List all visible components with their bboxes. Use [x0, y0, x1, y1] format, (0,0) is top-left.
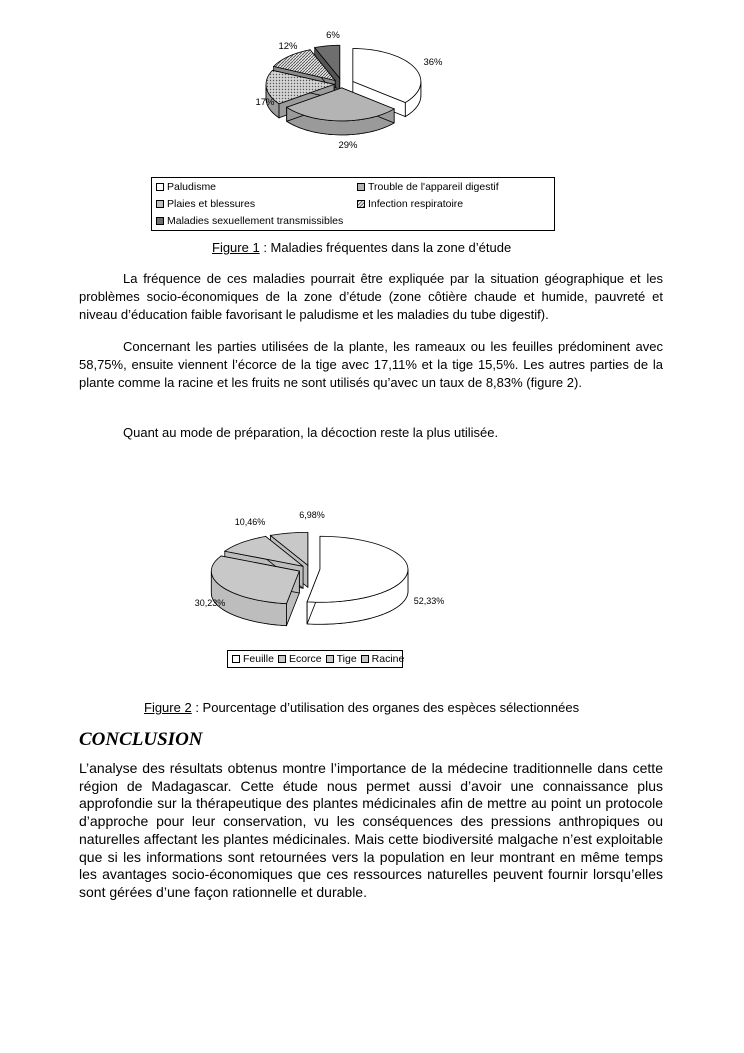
- figure1-caption-text: : Maladies fréquentes dans la zone d’étude: [259, 240, 512, 255]
- legend-label: Racine: [371, 653, 405, 665]
- legend-swatch: [232, 655, 240, 663]
- paragraph-3: Quant au mode de préparation, la décoction reste la plus utilisée.: [123, 425, 499, 440]
- figure2-caption-label: Figure 2: [144, 700, 192, 715]
- legend-swatch: [361, 655, 369, 663]
- data-label-2: 10,46%: [234, 517, 266, 527]
- data-label-0: 52,33%: [413, 596, 445, 606]
- paragraph-1: La fréquence de ces maladies pourrait être expliquée par la situation géographique et les problèmes socio-économiques de la zone d’étude (zone côtière chaude et humide, pauvreté et niveau d’éducation faible favorisant le paludisme et les maladies du tube digestif).: [79, 271, 663, 322]
- legend-item-mst: [156, 215, 343, 227]
- legend-swatch: [357, 183, 365, 191]
- legend-label: Infection respiratoire: [368, 198, 464, 210]
- legend-swatch: [156, 183, 164, 191]
- figure2-caption: [144, 700, 579, 715]
- legend-item-trouble-digestif: [357, 181, 499, 193]
- data-label-3: 6,98%: [299, 510, 325, 520]
- legend-item-paludisme: [156, 181, 216, 193]
- legend-label: Trouble de l'appareil digestif: [368, 181, 499, 193]
- data-label-0: 36%: [423, 57, 443, 68]
- figure1-legend: [151, 177, 555, 231]
- legend-swatch: [278, 655, 286, 663]
- legend-swatch: [156, 200, 164, 208]
- legend-item-plaies: [156, 198, 255, 210]
- conclusion-heading: CONCLUSION: [79, 729, 203, 750]
- legend-label: Feuille: [243, 653, 274, 665]
- figure1-caption-label: Figure 1: [212, 240, 260, 255]
- figure1-pie-chart: [230, 22, 490, 154]
- legend-swatch: [357, 200, 365, 208]
- paragraph-2: Concernant les parties utilisées de la plante, les rameaux ou les feuilles prédominent avec 58,75%, ensuite viennent l’écorce de la tige avec 17,11% et la tige 15,5%. Les autres parties de la plante comme la racine et les fruits ne sont utilisés qu’avec un taux de 8,83% (figure 2).: [79, 339, 663, 390]
- legend-item-infection-respiratoire: [357, 198, 463, 210]
- legend-label: Paludisme: [167, 181, 217, 193]
- legend-item-ecorce: [278, 653, 322, 665]
- figure1-caption: [212, 240, 511, 255]
- legend-swatch: [156, 217, 164, 225]
- legend-item-racine: [361, 653, 405, 665]
- data-label-1: 30,23%: [194, 598, 226, 608]
- legend-label: Maladies sexuellement transmissibles: [167, 215, 344, 227]
- pie-slice-0: [307, 536, 408, 624]
- data-label-3: 12%: [278, 41, 298, 52]
- figure2-pie-chart: [188, 505, 458, 640]
- figure2-legend: [227, 650, 403, 668]
- legend-swatch: [326, 655, 334, 663]
- conclusion-text: L’analyse des résultats obtenus montre l’importance de la médecine traditionnelle dans cette région de Madagascar. Cette étude nous permet aussi d’avoir une connaissance plus approfondie sur la thérapeutique des plantes médicinales afin de mettre au point un protocole d’approche pour leur conservation, vu les conséquences des pressions anthropiques ou naturelles affectant les plantes médicinales. Mais cette biodiversité malgache n’est exploitable que si les informations sont retournées vers la population en leur montrant en même temps les avantages socio-économiques que ces ressources naturelles peuvent fournir lorsqu’elles sont gérées d’une façon rationnelle et durable.: [79, 760, 663, 900]
- legend-label: Plaies et blessures: [167, 198, 256, 210]
- legend-label: Ecorce: [288, 653, 322, 665]
- figure2-caption-text: : Pourcentage d’utilisation des organes des espèces sélectionnées: [191, 700, 580, 715]
- data-label-1: 29%: [338, 140, 358, 151]
- legend-label: Tige: [336, 653, 357, 665]
- data-label-4: 6%: [326, 30, 340, 41]
- data-label-2: 17%: [255, 97, 275, 108]
- legend-item-feuille: [232, 653, 274, 665]
- legend-item-tige: [326, 653, 357, 665]
